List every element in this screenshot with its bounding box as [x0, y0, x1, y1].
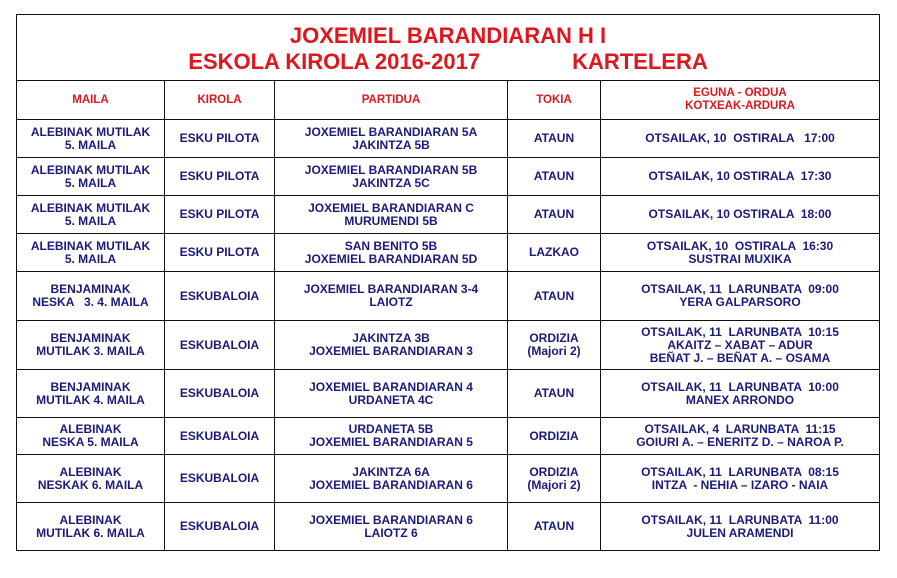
cell-text-line: ATAUN	[533, 131, 575, 145]
cell-text-line: JULEN ARAMENDI	[686, 525, 794, 540]
cell-tokia	[508, 321, 601, 370]
header-row	[17, 81, 880, 120]
cell-maila	[17, 158, 165, 196]
cell-tokia	[508, 455, 601, 503]
cell-text-line: JOXEMIEL BARANDIARAN 5B	[304, 162, 478, 177]
cell-tokia	[508, 158, 601, 196]
cell-text-line: ALEBINAK MUTILAK	[30, 238, 151, 253]
cell-text-line: JOXEMIEL BARANDIARAN 6	[309, 477, 473, 492]
cell-text-line: BENJAMINAK	[50, 331, 131, 345]
cell-text-line: NESKAK 6. MAILA	[37, 477, 144, 492]
cell-text-line: KOTXEAK-ARDURA	[685, 100, 795, 112]
cell-eguna	[601, 503, 880, 551]
cell-kirola: ESKUBALOIA	[165, 370, 275, 418]
cell-kirola: ESKUBALOIA	[165, 455, 275, 503]
cell-tokia	[508, 120, 601, 158]
title-subtitle	[17, 49, 879, 75]
cell-text-line: JOXEMIEL BARANDIARAN 6	[309, 512, 473, 527]
table-row	[17, 321, 880, 370]
cell-text-line: BENJAMINAK	[50, 379, 131, 394]
cell-text-line: ATAUN	[533, 207, 575, 221]
cell-eguna	[601, 234, 880, 272]
cell-text-line: MUTILAK 3. MAILA	[36, 344, 145, 358]
cell-text-line: NESKA 3. 4. MAILA	[32, 295, 149, 309]
cell-text-line: YERA GALPARSORO	[679, 295, 801, 309]
cell-eguna	[601, 418, 880, 455]
cell-text-line: MANEX ARRONDO	[685, 392, 795, 407]
cell-maila	[17, 196, 165, 234]
cell-eguna	[601, 196, 880, 234]
cell-text-line: OTSAILAK, 11 LARUNBATA 09:00	[641, 282, 839, 296]
cell-text-line: JOXEMIEL BARANDIARAN C	[308, 200, 474, 215]
table-row	[17, 196, 880, 234]
cell-text-line: MURUMENDI 5B	[344, 213, 438, 228]
cell-text-line: ORDIZIA	[529, 428, 579, 443]
cell-text-line: SAN BENITO 5B	[344, 238, 438, 253]
cell-text-line: MUTILAK 4. MAILA	[36, 392, 145, 407]
cell-partidua	[275, 370, 508, 418]
table-row	[17, 272, 880, 321]
cell-kirola: ESKU PILOTA	[165, 158, 275, 196]
schedule-table	[16, 14, 880, 551]
cell-text-line: 5. MAILA	[64, 175, 117, 190]
cell-text-line: SUSTRAI MUXIKA	[688, 251, 792, 266]
cell-tokia	[508, 272, 601, 321]
cell-kirola: ESKU PILOTA	[165, 196, 275, 234]
table-row	[17, 455, 880, 503]
cell-text-line: MUTILAK 6. MAILA	[36, 525, 145, 540]
cell-partidua	[275, 321, 508, 370]
cell-text-line: ALEBINAK	[59, 512, 122, 527]
cell-text-line: LAZKAO	[529, 245, 579, 259]
cell-tokia	[508, 418, 601, 455]
cell-text-line: JOXEMIEL BARANDIARAN 3	[309, 344, 473, 358]
cell-eguna	[601, 321, 880, 370]
cell-text-line: BEÑAT J. – BEÑAT A. – OSAMA	[649, 350, 831, 365]
table-row	[17, 418, 880, 455]
cell-text-line: OTSAILAK, 4 LARUNBATA 11:15	[644, 422, 836, 436]
cell-kirola: ESKUBALOIA	[165, 418, 275, 455]
cell-text-line: ATAUN	[533, 288, 575, 303]
cell-text-line: GOIURI A. – ENERITZ D. – NAROA P.	[636, 435, 844, 449]
cell-text-line: JAKINTZA 3B	[352, 331, 430, 345]
cell-text-line: URDANETA 4C	[348, 392, 434, 407]
cell-partidua	[275, 158, 508, 196]
table-row	[17, 370, 880, 418]
cell-text-line: JOXEMIEL BARANDIARAN 4	[309, 379, 473, 394]
cell-text-line: OTSAILAK, 10 OSTIRALA 17:30	[648, 169, 832, 183]
cell-text-line: JAKINTZA 6A	[352, 464, 430, 479]
title-school: JOXEMIEL BARANDIARAN H I	[289, 22, 607, 48]
title-kartelera: KARTELERA	[572, 48, 708, 74]
cell-text-line: JOXEMIEL BARANDIARAN 5	[309, 435, 473, 449]
cell-text-line: JOXEMIEL BARANDIARAN 5D	[304, 251, 478, 266]
cell-eguna	[601, 455, 880, 503]
cell-maila	[17, 418, 165, 455]
cell-text-line: 5. MAILA	[64, 213, 117, 228]
cell-text-line: 5. MAILA	[64, 137, 117, 152]
cell-text-line: AKAITZ – XABAT – ADUR	[667, 337, 813, 352]
cell-partidua	[275, 503, 508, 551]
cell-text-line: ATAUN	[533, 519, 575, 533]
cell-text-line: ALEBINAK MUTILAK	[30, 200, 151, 215]
cell-maila	[17, 272, 165, 321]
cell-tokia	[508, 370, 601, 418]
cell-kirola: ESKUBALOIA	[165, 272, 275, 321]
cell-text-line: (Majori 2)	[527, 477, 581, 492]
cell-text-line: URDANETA 5B	[348, 422, 434, 436]
cell-text-line: OTSAILAK, 10 OSTIRALA 18:00	[648, 207, 832, 221]
cell-text-line: ALEBINAK	[59, 422, 122, 436]
cell-text-line: ALEBINAK	[59, 464, 122, 479]
cell-partidua	[275, 272, 508, 321]
cell-text-line: ORDIZIA	[529, 331, 579, 345]
cell-eguna	[601, 120, 880, 158]
cell-text-line: JOXEMIEL BARANDIARAN 3-4	[303, 282, 479, 296]
cell-text-line: (Majori 2)	[527, 344, 581, 358]
cell-maila	[17, 503, 165, 551]
col-header-maila: MAILA	[17, 81, 165, 120]
cell-text-line: ORDIZIA	[529, 464, 579, 479]
col-header-kirola: KIROLA	[165, 81, 275, 120]
table-row	[17, 120, 880, 158]
cell-kirola: ESKUBALOIA	[165, 503, 275, 551]
cell-maila	[17, 455, 165, 503]
cell-kirola: ESKUBALOIA	[165, 321, 275, 370]
table-row	[17, 234, 880, 272]
cell-text-line: JAKINTZA 5C	[352, 175, 430, 190]
cell-text-line: OTSAILAK, 11 LARUNBATA 10:15	[641, 324, 839, 339]
cell-kirola: ESKU PILOTA	[165, 234, 275, 272]
table-row	[17, 503, 880, 551]
cell-maila	[17, 370, 165, 418]
cell-text-line: OTSAILAK, 11 LARUNBATA 11:00	[641, 512, 839, 527]
title-season: ESKOLA KIROLA 2016-2017	[188, 48, 481, 74]
cell-text-line: BENJAMINAK	[50, 282, 131, 296]
cell-text-line: ALEBINAK MUTILAK	[30, 162, 151, 177]
cell-text-line: JOXEMIEL BARANDIARAN 5A	[304, 124, 478, 139]
cell-text-line: INTZA - NEHIA – IZARO - NAIA	[651, 477, 829, 492]
cell-tokia	[508, 503, 601, 551]
cell-partidua	[275, 418, 508, 455]
cell-text-line: OTSAILAK, 11 LARUNBATA 08:15	[641, 464, 839, 479]
cell-maila	[17, 234, 165, 272]
cell-text-line: LAIOTZ 6	[364, 525, 418, 540]
cell-text-line: OTSAILAK, 10 OSTIRALA 17:00	[645, 131, 835, 145]
cell-tokia	[508, 234, 601, 272]
page-title	[17, 15, 880, 81]
cell-text-line: EGUNA - ORDUA	[693, 87, 787, 99]
cell-kirola: ESKU PILOTA	[165, 120, 275, 158]
cell-maila	[17, 321, 165, 370]
cell-tokia	[508, 196, 601, 234]
cell-partidua	[275, 196, 508, 234]
title-row	[17, 15, 880, 81]
table-row	[17, 158, 880, 196]
col-header-eguna	[601, 81, 880, 120]
cell-text-line: JAKINTZA 5B	[352, 137, 430, 152]
col-header-partidua: PARTIDUA	[275, 81, 508, 120]
cell-text-line: ALEBINAK MUTILAK	[30, 124, 151, 139]
cell-text-line: ATAUN	[533, 386, 575, 400]
cell-text-line: 5. MAILA	[64, 251, 117, 266]
cell-eguna	[601, 272, 880, 321]
cell-eguna	[601, 370, 880, 418]
cell-text-line: NESKA 5. MAILA	[42, 435, 139, 449]
cell-eguna	[601, 158, 880, 196]
cell-partidua	[275, 234, 508, 272]
cell-partidua	[275, 120, 508, 158]
cell-text-line: OTSAILAK, 10 OSTIRALA 16:30	[646, 238, 834, 253]
cell-text-line: LAIOTZ	[369, 295, 413, 309]
cell-text-line: OTSAILAK, 11 LARUNBATA 10:00	[641, 379, 839, 394]
cell-maila	[17, 120, 165, 158]
cell-text-line: ATAUN	[533, 169, 575, 183]
col-header-tokia: TOKIA	[508, 81, 601, 120]
cell-partidua	[275, 455, 508, 503]
